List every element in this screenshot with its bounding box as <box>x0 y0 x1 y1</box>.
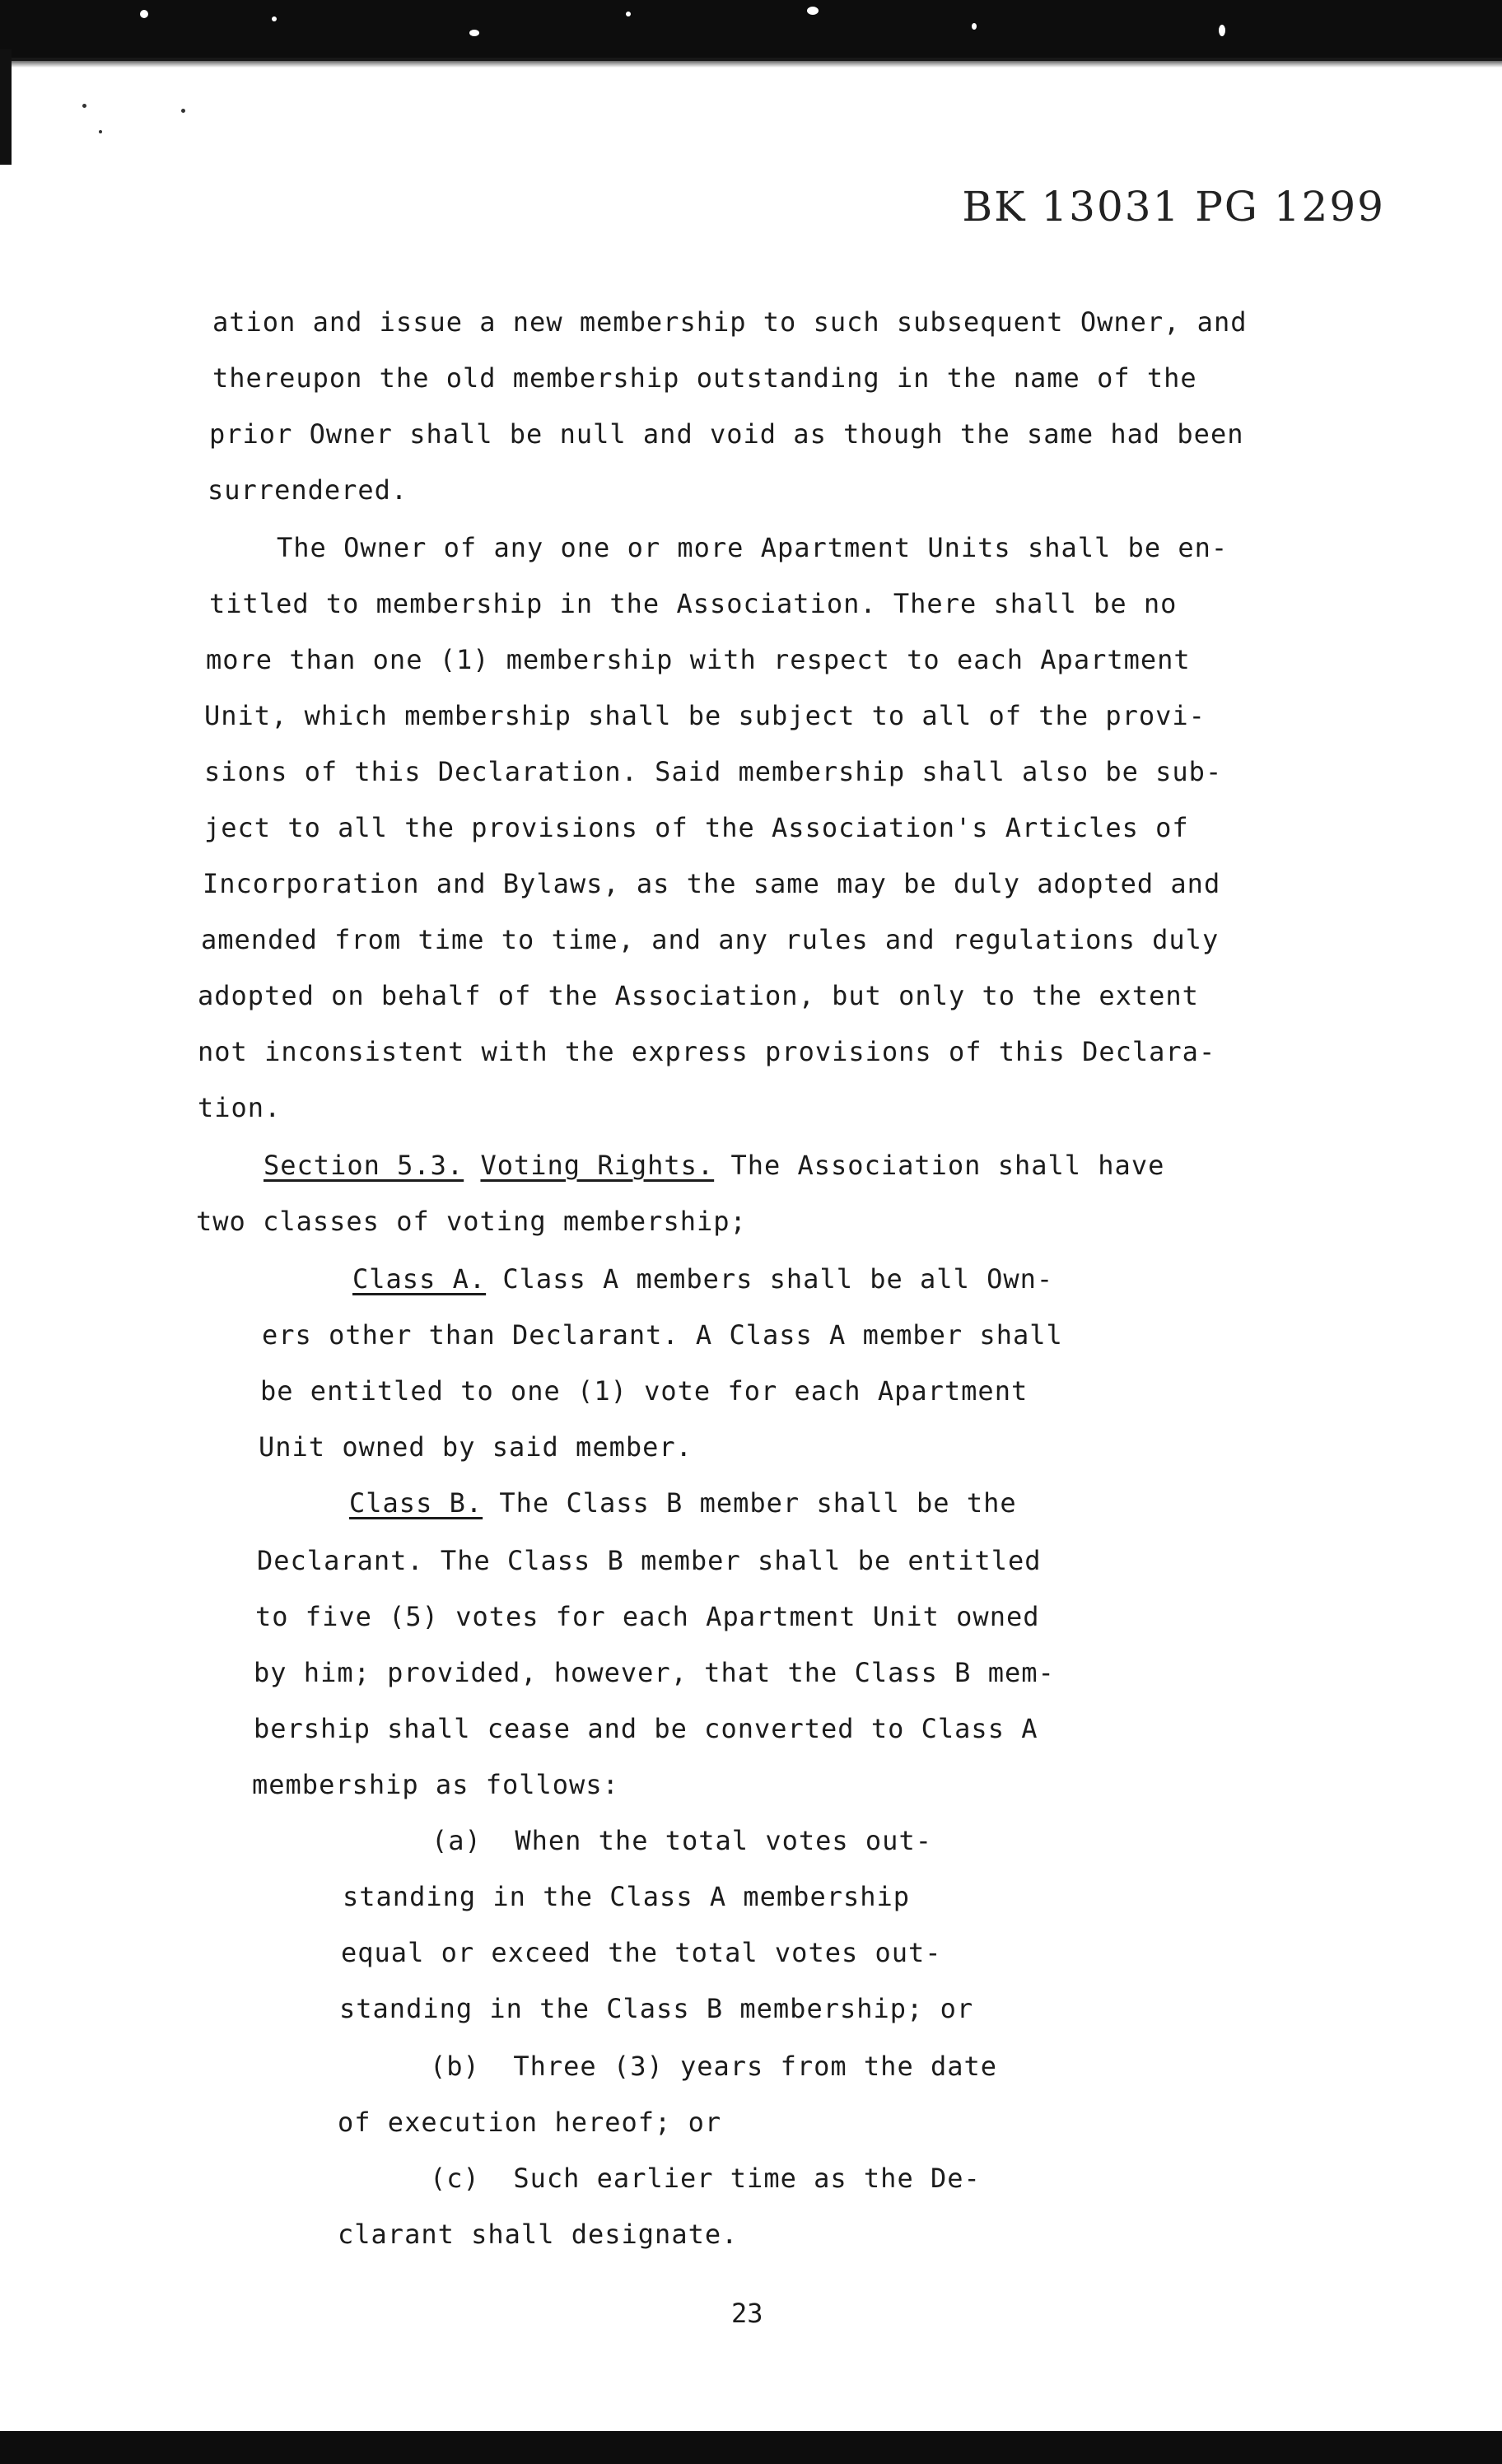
text-line: Unit owned by said member. <box>259 1431 693 1463</box>
scan-border-left <box>0 49 12 165</box>
class-a-text: Class A members shall be all Own- <box>486 1263 1054 1295</box>
section-intro: The Association shall have <box>714 1150 1165 1181</box>
scan-speck <box>1219 25 1225 36</box>
text-line: more than one (1) membership with respect to each Apartment <box>206 644 1191 675</box>
text-line: clarant shall designate. <box>338 2219 739 2250</box>
text-line: to five (5) votes for each Apartment Unit owned <box>255 1601 1040 1632</box>
book-page-stamp: BK 13031 PG 1299 <box>962 183 1385 231</box>
class-a-first-line <box>352 1263 1053 1295</box>
text-line: amended from time to time, and any rules and regulations duly <box>201 924 1220 955</box>
scan-speck <box>807 7 819 15</box>
scan-dot <box>181 109 185 113</box>
text-line: be entitled to one (1) vote for each Apartment <box>260 1375 1029 1407</box>
text-line: Declarant. The Class B member shall be entitled <box>257 1545 1042 1576</box>
text-line: tion. <box>198 1092 282 1123</box>
list-item-label: (b) <box>430 2051 480 2082</box>
list-item-text: When the total votes out- <box>515 1825 932 1856</box>
list-item-label: (c) <box>430 2163 480 2194</box>
text-line: equal or exceed the total votes out- <box>341 1937 942 1968</box>
section-title: Voting Rights. <box>480 1150 715 1181</box>
list-item-label: (a) <box>431 1825 482 1856</box>
text-line: standing in the Class B membership; or <box>339 1993 974 2024</box>
scan-dot <box>82 104 86 108</box>
text-line: ject to all the provisions of the Association's Articles of <box>204 812 1189 843</box>
text-line: prior Owner shall be null and void as though the same had been <box>209 418 1244 450</box>
scan-speck <box>140 10 148 18</box>
class-b-first-line <box>349 1487 1017 1519</box>
section-number: Section 5.3. <box>264 1150 464 1181</box>
text-line: ers other than Declarant. A Class A member shall <box>262 1319 1063 1351</box>
list-item-text: Such earlier time as the De- <box>513 2163 981 2194</box>
text-line: not inconsistent with the express provisions of this Declara- <box>198 1036 1216 1067</box>
scan-speck <box>272 16 277 21</box>
list-item-a-first-line <box>431 1825 932 1856</box>
list-item-b-first-line <box>430 2051 997 2082</box>
section-heading-line <box>264 1150 1164 1181</box>
class-a-heading: Class A. <box>352 1263 487 1295</box>
list-item-text: Three (3) years from the date <box>513 2051 998 2082</box>
text-line: of execution hereof; or <box>338 2107 722 2138</box>
class-b-text: The Class B member shall be the <box>483 1487 1017 1519</box>
scan-dot <box>99 130 102 133</box>
text-line: ation and issue a new membership to such subsequent Owner, and <box>212 306 1248 338</box>
scan-speck <box>469 30 479 36</box>
text-line: surrendered. <box>208 474 408 506</box>
text-line: by him; provided, however, that the Class B mem- <box>254 1657 1055 1688</box>
text-line: Incorporation and Bylaws, as the same may be duly adopted and <box>203 868 1221 899</box>
text-line: titled to membership in the Association. There shall be no <box>209 588 1178 619</box>
scan-speck <box>626 12 631 16</box>
scan-speck <box>972 23 977 30</box>
text-line: sions of this Declaration. Said membership shall also be sub- <box>204 756 1223 787</box>
list-item-c-first-line <box>430 2163 981 2194</box>
text-line: bership shall cease and be converted to Class A <box>254 1713 1038 1744</box>
text-line: The Owner of any one or more Apartment Units shall be en- <box>277 532 1229 563</box>
text-line: two classes of voting membership; <box>196 1206 747 1237</box>
scan-border-top <box>0 0 1502 61</box>
scan-border-bottom <box>0 2431 1502 2464</box>
text-line: adopted on behalf of the Association, but only to the extent <box>198 980 1199 1011</box>
text-line: thereupon the old membership outstanding in the name of the <box>212 362 1197 394</box>
text-line: membership as follows: <box>252 1769 619 1800</box>
page-number: 23 <box>731 2298 763 2329</box>
text-line: Unit, which membership shall be subject to all of the provi- <box>204 700 1206 731</box>
text-line: standing in the Class A membership <box>343 1881 911 1912</box>
class-b-heading: Class B. <box>349 1487 483 1519</box>
